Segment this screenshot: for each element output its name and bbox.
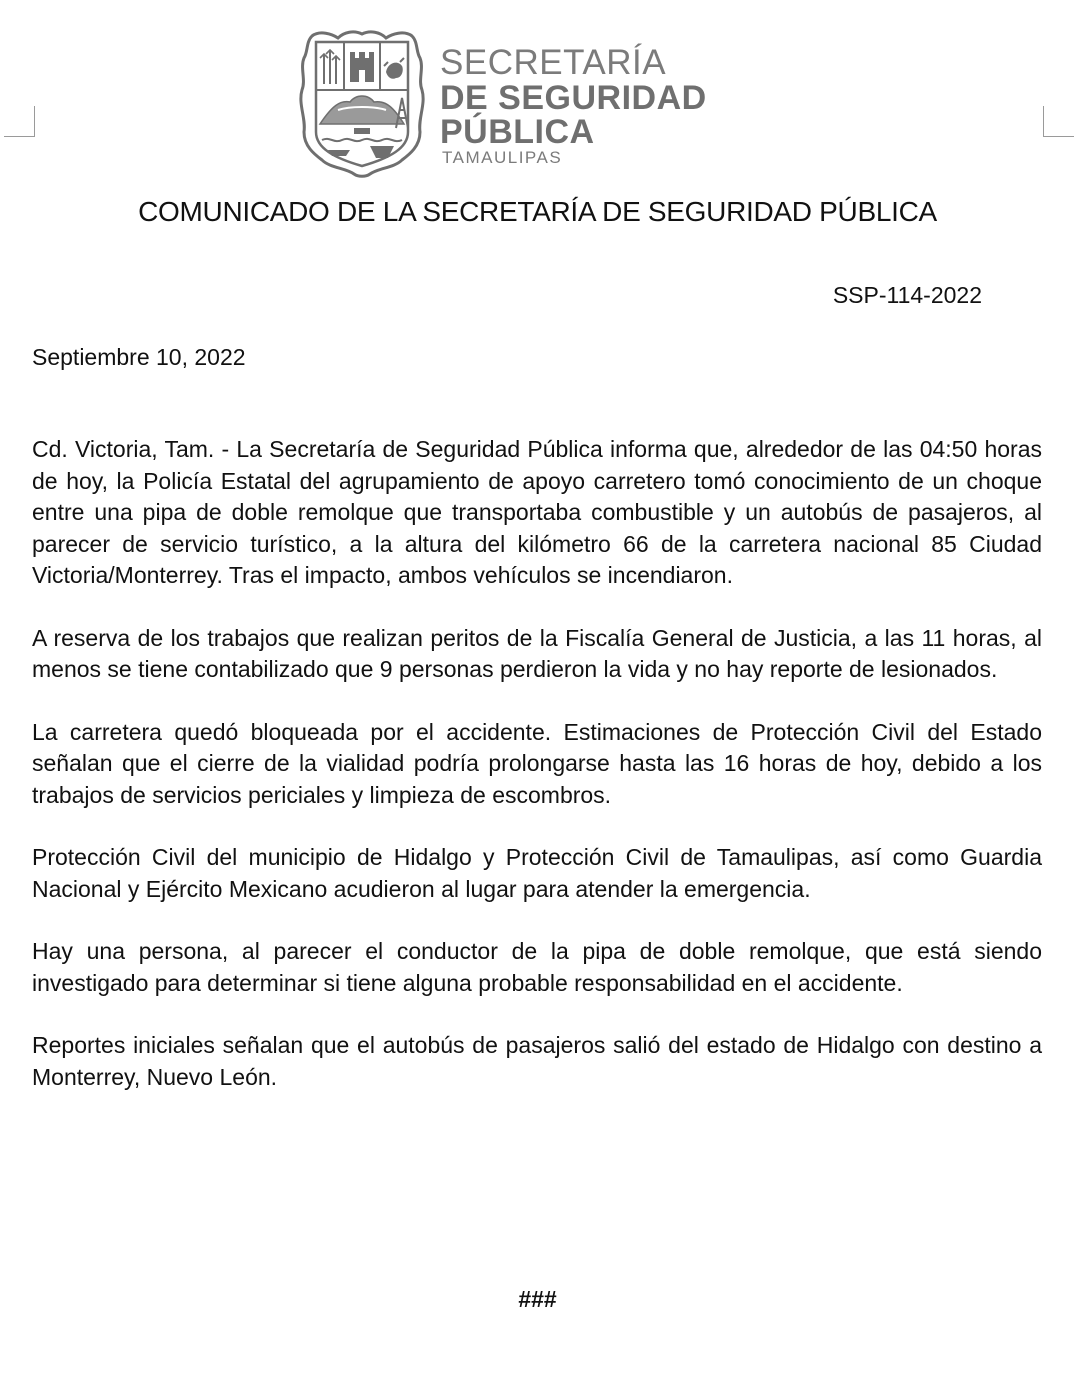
- org-name-line-2: DE SEGURIDAD: [440, 79, 707, 117]
- org-name-line-4: TAMAULIPAS: [442, 148, 563, 167]
- document-body: [32, 434, 1042, 1124]
- body-paragraph: La carretera quedó bloqueada por el accidente. Estimaciones de Protección Civil del Estado señalan que el cierre de la vialidad podría prolongarse hasta las 16 horas de hoy, debido a los trabajos de servicios periciales y limpieza de escombros.: [32, 718, 1042, 808]
- document-date: Septiembre 10, 2022: [32, 344, 246, 370]
- crop-mark-top-left: [4, 106, 35, 137]
- document-title: COMUNICADO DE LA SECRETARÍA DE SEGURIDAD PÚBLICA: [138, 196, 937, 227]
- body-paragraph: Reportes iniciales señalan que el autobús de pasajeros salió del estado de Hidalgo con destino a Monterrey, Nuevo León.: [32, 1032, 1042, 1090]
- letterhead: [298, 28, 778, 178]
- organization-name: [440, 43, 780, 168]
- coat-of-arms-icon: [298, 28, 426, 178]
- body-paragraph: Hay una persona, al parecer el conductor de la pipa de doble remolque, que está siendo investigado para determinar si tiene alguna probable responsabilidad en el accidente.: [32, 938, 1042, 996]
- crop-mark-top-right: [1043, 106, 1074, 137]
- org-name-line-3: PÚBLICA: [440, 113, 595, 151]
- body-paragraph: Protección Civil del municipio de Hidalgo y Protección Civil de Tamaulipas, así como Guardia Nacional y Ejército Mexicano acudieron al lugar para atender la emergencia.: [32, 844, 1042, 902]
- body-paragraph: Cd. Victoria, Tam. - La Secretaría de Seguridad Pública informa que, alrededor de las 04:50 horas de hoy, la Policía Estatal del agrupamiento de apoyo carretero tomó conocimiento de un choque entre una pipa de doble remolque que transportaba combustible y un autobús de pasajeros, al parecer de servicio turístico, a la altura del kilómetro 66 de la carretera nacional 85 Ciudad Victoria/Monterrey. Tras el impacto, ambos vehículos se incendiaron.: [32, 436, 1042, 588]
- org-name-line-1: SECRETARÍA: [440, 43, 667, 82]
- body-paragraph: A reserva de los trabajos que realizan peritos de la Fiscalía General de Justicia, a las 11 horas, al menos se tiene contabilizado que 9 personas perdieron la vida y no hay reporte de lesionados.: [32, 624, 1042, 682]
- end-of-document-mark: ###: [518, 1286, 557, 1312]
- reference-number: SSP-114-2022: [832, 282, 982, 308]
